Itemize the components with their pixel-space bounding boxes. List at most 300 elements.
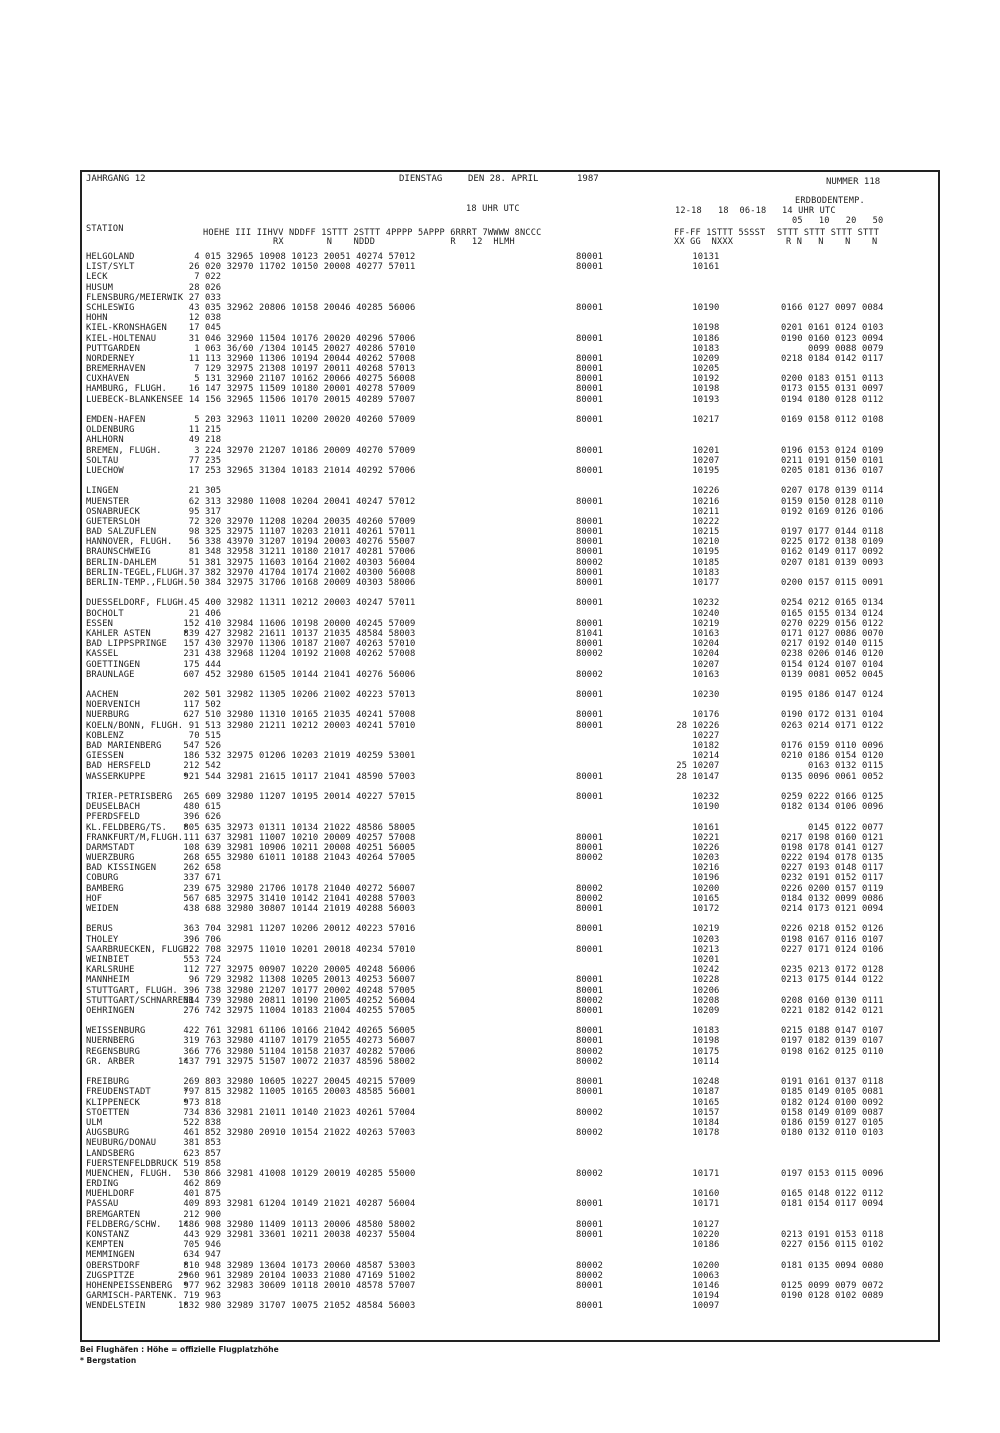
station-name: HOF xyxy=(86,893,103,904)
observation-row: 51 381 32975 11603 10164 21002 40303 56004 xyxy=(178,557,416,568)
weekday-label: DIENSTAG xyxy=(399,174,443,184)
cloud-code xyxy=(576,435,616,445)
station-name: GIESSEN xyxy=(86,751,124,762)
block-gap xyxy=(781,782,911,792)
observation-row: 705 946 xyxy=(178,1240,222,1251)
observation-row: 31 046 32960 11504 10176 20020 40296 57006 xyxy=(178,333,416,344)
temperature-row: 10171 xyxy=(660,1168,720,1179)
cloud-code xyxy=(576,761,616,771)
soil-header-1: STTT STTT STTT STTT xyxy=(777,228,880,238)
temperature-row: 10222 xyxy=(660,516,720,527)
footnote-mountain: * Bergstation xyxy=(80,1356,137,1365)
temperature-row: 10165 xyxy=(660,1097,720,1108)
soil-temperature-row: 0205 0181 0136 0107 xyxy=(781,465,884,476)
station-name: BOCHOLT xyxy=(86,608,124,619)
observation-row: 96 729 32982 11308 10205 20013 40253 56007 xyxy=(178,975,416,986)
temperature-row: 25 10207 xyxy=(660,761,720,772)
observation-row: 2960 961 32989 20104 10033 21080 47169 51002 xyxy=(178,1270,416,1281)
station-name: HAMBURG, FLUGH. xyxy=(86,384,167,395)
temperature-row: 10161 xyxy=(660,262,720,273)
station-name: ZUGSPITZE * xyxy=(86,1270,189,1281)
cloud-code xyxy=(576,1138,616,1148)
cloud-code: 80001 xyxy=(576,547,603,558)
temperature-row: 10205 xyxy=(660,364,720,375)
observation-row: 396 626 xyxy=(178,812,222,823)
cloud-code: 80001 xyxy=(576,384,603,395)
block-gap xyxy=(781,405,911,415)
temperature-row: 10194 xyxy=(660,1291,720,1302)
observation-row: 422 761 32981 61106 10166 21042 40265 56005 xyxy=(178,1026,416,1037)
observation-row: 202 501 32982 11305 10206 21002 40223 57013 xyxy=(178,690,416,701)
station-name: KEMPTEN xyxy=(86,1240,124,1251)
block-gap xyxy=(178,914,508,924)
station-name: KLIPPENECK * xyxy=(86,1097,189,1108)
block-gap xyxy=(576,405,616,415)
observation-row: 5 131 32960 21107 10162 20066 40275 56008 xyxy=(178,374,416,385)
cloud-code: 80002 xyxy=(576,1128,603,1139)
station-name: FREIBURG xyxy=(86,1077,130,1088)
station-name: WEISSENBURG xyxy=(86,1026,146,1037)
cloud-code: 80001 xyxy=(576,353,603,364)
station-name: GARMISCH-PARTENK. xyxy=(86,1291,178,1302)
cloud-code: 80002 xyxy=(576,1270,603,1281)
observation-row: 522 838 xyxy=(178,1117,222,1128)
block-gap xyxy=(576,680,616,690)
block-gap xyxy=(781,680,911,690)
soil-temperature-row: 0259 0222 0166 0125 xyxy=(781,791,884,802)
temperature-row xyxy=(660,1250,750,1260)
cloud-code xyxy=(576,486,616,496)
soil-temperature-row: 0217 0198 0160 0121 xyxy=(781,832,884,843)
soil-temperature-row: 0198 0167 0116 0107 xyxy=(781,934,884,945)
cloud-code: 80001 xyxy=(576,842,603,853)
observation-row: 438 688 32980 30807 10144 21019 40288 56003 xyxy=(178,904,416,914)
cloud-code: 80001 xyxy=(576,333,603,344)
observation-row: 268 655 32980 61011 10188 21043 40264 57005 xyxy=(178,853,416,864)
cloud-code: 80001 xyxy=(576,985,603,996)
station-name: GOETTINGEN xyxy=(86,659,140,670)
observation-row: 112 727 32975 00907 10220 20005 40248 56006 xyxy=(178,965,416,976)
temperature-row xyxy=(660,425,750,435)
station-name: DUESSELDORF, FLUGH. xyxy=(86,598,189,609)
cloud-code: 80002 xyxy=(576,1046,603,1057)
observation-row: 81 348 32958 31211 10180 21017 40281 57006 xyxy=(178,547,416,558)
station-name: PUTTGARDEN xyxy=(86,343,140,354)
soil-temperature-row xyxy=(781,1149,911,1159)
station-name: SOLTAU xyxy=(86,455,119,466)
observation-row: 1 063 36/60 /1304 10145 20027 40286 57010 xyxy=(178,343,416,354)
temperature-row: 10226 xyxy=(660,486,720,497)
observation-row: 797 815 32982 11005 10165 20003 48585 56001 xyxy=(178,1087,416,1098)
soil-temperature-row: 0169 0158 0112 0108 xyxy=(781,415,884,425)
block-gap xyxy=(178,588,508,598)
observation-row: 72 320 32970 11208 10204 20035 40260 57009 xyxy=(178,516,416,527)
soil-temperature-row: 0254 0212 0165 0134 xyxy=(781,598,884,609)
station-name: KIEL-KRONSHAGEN xyxy=(86,323,167,334)
soil-temperature-row: 0226 0218 0152 0126 xyxy=(781,924,884,935)
temperature-row xyxy=(660,283,750,293)
soil-temperature-row: 0154 0124 0107 0104 xyxy=(781,659,884,670)
station-name: BREMGARTEN xyxy=(86,1209,140,1220)
cloud-code xyxy=(576,1179,616,1189)
observation-row: 117 502 xyxy=(178,700,222,711)
observation-row: 396 738 32980 21207 10177 20002 40248 57005 xyxy=(178,985,416,996)
station-name: FRANKFURT/M,FLUGH. xyxy=(86,832,184,843)
soil-temperature-row: 0163 0132 0115 xyxy=(781,761,884,772)
observation-row: 152 410 32984 11606 10198 20000 40245 57009 xyxy=(178,618,416,629)
soil-temperature-row: 0190 0128 0102 0089 xyxy=(781,1291,884,1302)
soil-temperature-row xyxy=(781,1210,911,1220)
station-name: KOBLENZ xyxy=(86,730,124,741)
cloud-code xyxy=(576,283,616,293)
observation-row: 973 818 xyxy=(178,1097,222,1108)
observation-row: 921 544 32981 21615 10117 21041 48590 57003 xyxy=(178,771,416,782)
soil-temperature-row: 0214 0173 0121 0094 xyxy=(781,904,884,914)
observation-row: 634 947 xyxy=(178,1250,222,1261)
station-name: GUETERSLOH xyxy=(86,516,140,527)
obs-header-2: RX N NDDD R 12 HLMH xyxy=(273,237,515,247)
temperature-row xyxy=(660,435,750,445)
station-name: BERLIN-TEMP.,FLUGH. xyxy=(86,578,189,588)
observation-row: 28 026 xyxy=(178,282,222,293)
year-label: 1987 xyxy=(577,174,599,184)
cloud-code: 80001 xyxy=(576,1219,603,1230)
cloud-code: 80001 xyxy=(576,944,603,955)
observation-row: 409 893 32981 61204 10149 21021 40287 56004 xyxy=(178,1199,416,1210)
soil-temperature-row xyxy=(781,1179,911,1189)
soil-temperature-row: 0180 0132 0110 0103 xyxy=(781,1128,884,1139)
cloud-code xyxy=(576,731,616,741)
cloud-code xyxy=(576,272,616,282)
observation-row: 401 875 xyxy=(178,1189,222,1200)
station-name: TRIER-PETRISBERG xyxy=(86,791,173,802)
station-name: NOERVENICH xyxy=(86,700,140,711)
soil-temperature-row: 0125 0099 0079 0072 xyxy=(781,1280,884,1291)
temperature-row: 10203 xyxy=(660,853,720,864)
soil-temperature-row: 0227 0171 0124 0106 xyxy=(781,944,884,955)
soil-time: 14 UHR UTC xyxy=(782,206,836,216)
cloud-code xyxy=(576,700,616,710)
block-gap xyxy=(781,1016,911,1026)
soil-depths: 05 10 20 50 xyxy=(792,216,884,226)
temperature-row: 10209 xyxy=(660,353,720,364)
cloud-code: 80002 xyxy=(576,1056,603,1067)
soil-temperature-row: 0270 0229 0156 0122 xyxy=(781,618,884,629)
soil-temperature-row xyxy=(781,272,911,282)
temperature-row: 10200 xyxy=(660,883,720,894)
cloud-code xyxy=(576,344,616,354)
temperature-row: 10201 xyxy=(660,445,720,456)
station-name: LANDSBERG xyxy=(86,1148,135,1159)
soil-temperature-row: 0218 0184 0142 0117 xyxy=(781,353,884,364)
temperature-row: 10185 xyxy=(660,557,720,568)
temperature-row: 28 10147 xyxy=(660,771,720,782)
cloud-code: 80001 xyxy=(576,924,603,935)
temperature-row: 10097 xyxy=(660,1301,720,1312)
cloud-code: 80001 xyxy=(576,567,603,578)
temperature-row: 10176 xyxy=(660,710,720,721)
observation-row: 381 853 xyxy=(178,1138,222,1149)
cloud-code: 80001 xyxy=(576,302,603,313)
temperature-row: 10184 xyxy=(660,1117,720,1128)
cloud-code: 80001 xyxy=(576,1230,603,1240)
soil-temperature-row xyxy=(781,1301,911,1311)
cloud-code: 80002 xyxy=(576,669,603,680)
temperature-row: 10214 xyxy=(660,751,720,762)
observation-row: 45 400 32982 11311 10212 20003 40247 57011 xyxy=(178,598,416,609)
cloud-code: 80001 xyxy=(576,415,603,425)
soil-temperature-row: 0197 0153 0115 0096 xyxy=(781,1168,884,1179)
observation-row: 212 542 xyxy=(178,761,222,772)
station-name: KL.FELDBERG/TS. * xyxy=(86,822,189,833)
soil-temperature-row: 0176 0159 0110 0096 xyxy=(781,741,884,751)
station-name: MANNHEIM xyxy=(86,975,130,986)
station-name: MEMMINGEN xyxy=(86,1250,135,1261)
soil-temperature-row: 0213 0175 0144 0122 xyxy=(781,975,884,986)
temperature-row xyxy=(660,700,750,710)
temperature-row: 10195 xyxy=(660,547,720,558)
soil-temperature-row: 0215 0188 0147 0107 xyxy=(781,1026,884,1037)
observation-row: 443 929 32981 33601 10211 20038 40237 55004 xyxy=(178,1230,416,1240)
station-name: STUTTGART, FLUGH. xyxy=(86,985,178,996)
cloud-code: 80001 xyxy=(576,832,603,843)
station-name: BERUS xyxy=(86,924,113,935)
temperature-row: 10183 xyxy=(660,343,720,354)
soil-temperature-row: 0210 0186 0154 0120 xyxy=(781,751,884,762)
station-name: EMDEN-HAFEN xyxy=(86,415,146,425)
block-gap xyxy=(576,476,616,486)
cloud-code: 80001 xyxy=(576,1199,603,1210)
cloud-code: 80001 xyxy=(576,1036,603,1047)
temperature-row: 10165 xyxy=(660,893,720,904)
cloud-code: 80002 xyxy=(576,853,603,864)
cloud-code: 80002 xyxy=(576,893,603,904)
station-name: FREUDENSTADT * xyxy=(86,1087,189,1098)
observation-row: 16 147 32975 11509 10180 20001 40278 57009 xyxy=(178,384,416,395)
observation-row: 157 430 32970 11306 10187 21007 40263 57010 xyxy=(178,639,416,650)
observation-row: 1437 791 32975 51507 10072 21037 48596 58002 xyxy=(178,1056,416,1067)
obs-header-1: HOEHE III IIHVV NDDFF 1STTT 2STTT 4PPPP 5APPP 6RRRT 7WWWW 8NCCC xyxy=(203,228,542,238)
station-name: BAD LIPPSPRINGE xyxy=(86,639,167,650)
soil-temperature-row: 0190 0160 0123 0094 xyxy=(781,333,884,344)
temperature-row: 10172 xyxy=(660,904,720,914)
station-name: KAHLER ASTEN * xyxy=(86,628,189,639)
soil-temperature-row: 0181 0135 0094 0080 xyxy=(781,1260,884,1271)
soil-temperature-row: 0197 0182 0139 0107 xyxy=(781,1036,884,1047)
soil-temperature-row: 0182 0134 0106 0096 xyxy=(781,802,884,813)
block-gap xyxy=(178,405,508,415)
station-name: WUERZBURG xyxy=(86,853,135,864)
obs-time-heading: 18 UHR UTC xyxy=(466,204,520,214)
soil-temperature-row xyxy=(781,986,911,996)
cloud-code: 80001 xyxy=(576,1087,603,1098)
observation-row: 810 948 32989 13604 10173 20060 48587 53003 xyxy=(178,1260,416,1271)
temperature-row: 10063 xyxy=(660,1270,720,1281)
temperature-row: 10220 xyxy=(660,1230,720,1240)
soil-temperature-row: 0145 0122 0077 xyxy=(781,822,884,833)
cloud-code xyxy=(576,609,616,619)
temperature-row: 10203 xyxy=(660,934,720,945)
soil-temperature-row: 0099 0088 0079 xyxy=(781,343,884,354)
station-name: KIEL-HOLTENAU xyxy=(86,333,157,344)
soil-temperature-row: 0232 0191 0152 0117 xyxy=(781,873,884,884)
station-name: GR. ARBER * xyxy=(86,1056,189,1067)
station-name: NEUBURG/DONAU xyxy=(86,1138,157,1149)
observation-row: 95 317 xyxy=(178,506,222,517)
block-gap xyxy=(576,1067,616,1077)
soil-temperature-row xyxy=(781,425,911,435)
soil-temperature-row: 0227 0156 0115 0102 xyxy=(781,1240,884,1251)
soil-temperature-row: 0182 0124 0100 0092 xyxy=(781,1097,884,1108)
observation-row: 567 685 32975 31410 10142 21041 40288 57003 xyxy=(178,893,416,904)
observation-row: 43 035 32962 20806 10158 20046 40285 56006 xyxy=(178,302,416,313)
observation-row: 111 637 32981 11007 10210 20009 40257 57008 xyxy=(178,832,416,843)
temperature-row: 10207 xyxy=(660,455,720,466)
temperature-row xyxy=(660,272,750,282)
soil-temperature-row xyxy=(781,812,911,822)
station-name: OSNABRUECK xyxy=(86,506,140,517)
station-name: OEHRINGEN xyxy=(86,1005,135,1016)
station-name: OLDENBURG xyxy=(86,425,135,436)
observation-row: 480 615 xyxy=(178,802,222,813)
station-name: THOLEY xyxy=(86,934,119,945)
cloud-code: 80002 xyxy=(576,649,603,660)
observation-row: 262 658 xyxy=(178,863,222,874)
soil-temperature-row xyxy=(781,1220,911,1230)
temperature-row: 10216 xyxy=(660,863,720,874)
temperature-row: 10206 xyxy=(660,985,720,996)
temperature-row: 10171 xyxy=(660,1199,720,1210)
soil-temperature-row xyxy=(781,313,911,323)
temperature-row: 10200 xyxy=(660,1260,720,1271)
soil-temperature-row: 0221 0182 0142 0121 xyxy=(781,1005,884,1016)
station-name: BAD MARIENBERG xyxy=(86,741,162,751)
soil-temperature-row xyxy=(781,1057,911,1067)
soil-temperature-row: 0200 0157 0115 0091 xyxy=(781,578,884,588)
observation-row: 547 526 xyxy=(178,741,222,751)
observation-row: 70 515 xyxy=(178,730,222,741)
temperature-row: 10198 xyxy=(660,323,720,334)
temperature-row: 10146 xyxy=(660,1280,720,1291)
observation-row: 108 639 32981 10906 10211 20008 40251 56005 xyxy=(178,842,416,853)
observation-row: 14 156 32965 11506 10170 20015 40289 57007 xyxy=(178,394,416,405)
soil-temperature-row: 0158 0149 0109 0087 xyxy=(781,1107,884,1118)
soil-temperature-row xyxy=(781,1159,911,1169)
temperature-row: 10201 xyxy=(660,954,720,965)
cloud-code xyxy=(576,935,616,945)
date-label: DEN 28. APRIL xyxy=(468,174,539,184)
station-name: HOHENPEISSENBERG * xyxy=(86,1280,189,1291)
station-name: NUERNBERG xyxy=(86,1036,135,1047)
temperature-row: 10196 xyxy=(660,873,720,884)
observation-row: 530 866 32981 41008 10129 20019 40285 55000 xyxy=(178,1168,416,1179)
observation-row: 627 510 32980 11310 10165 21035 40241 57008 xyxy=(178,710,416,721)
soil-temperature-row: 0171 0127 0086 0070 xyxy=(781,628,884,639)
cloud-code xyxy=(576,1240,616,1250)
soil-temperature-row: 0135 0096 0061 0052 xyxy=(781,771,884,782)
observation-row: 314 739 32980 20811 10190 21005 40252 56004 xyxy=(178,995,416,1006)
station-name: BREMEN, FLUGH. xyxy=(86,445,162,456)
cloud-code: 80001 xyxy=(576,537,603,548)
observation-row: 175 444 xyxy=(178,659,222,670)
cloud-code: 80001 xyxy=(576,618,603,629)
block-gap xyxy=(660,782,750,792)
temperature-row: 10232 xyxy=(660,791,720,802)
cloud-code: 80001 xyxy=(576,465,603,476)
temperature-row: 10198 xyxy=(660,1036,720,1047)
cloud-code: 80001 xyxy=(576,690,603,701)
station-name: STUTTGART/SCHNARRENB xyxy=(86,995,194,1006)
cloud-code xyxy=(576,863,616,873)
cloud-code xyxy=(576,1210,616,1220)
observation-row: 269 803 32980 10605 10227 20045 40215 57009 xyxy=(178,1077,416,1088)
observation-row: 805 635 32973 01311 10134 21022 48586 58005 xyxy=(178,822,416,833)
soil-temperature-row: 0192 0169 0126 0106 xyxy=(781,506,884,517)
soil-temperature-row: 0185 0149 0105 0081 xyxy=(781,1087,884,1098)
cloud-code: 80001 xyxy=(576,364,603,375)
cloud-code xyxy=(576,1291,616,1301)
soil-temperature-row: 0139 0081 0052 0045 xyxy=(781,669,884,680)
temperature-row: 10177 xyxy=(660,578,720,588)
soil-temperature-row: 0222 0194 0178 0135 xyxy=(781,853,884,864)
temperature-row: 10204 xyxy=(660,639,720,650)
cloud-code: 80001 xyxy=(576,904,603,914)
temperature-row: 10192 xyxy=(660,374,720,385)
observation-row: 7 022 xyxy=(178,272,222,283)
temperature-row: 10186 xyxy=(660,1240,720,1251)
observation-row: 607 452 32980 61505 10144 21041 40276 56006 xyxy=(178,669,416,680)
soil-temperature-row: 0238 0206 0146 0120 xyxy=(781,649,884,660)
temperature-row: 10207 xyxy=(660,659,720,670)
observation-row: 231 438 32968 11204 10192 21008 40262 57008 xyxy=(178,649,416,660)
soil-temperature-row: 0166 0127 0097 0084 xyxy=(781,302,884,313)
cloud-code xyxy=(576,456,616,466)
observation-row: 62 313 32980 11008 10204 20041 40247 57012 xyxy=(178,496,416,507)
cloud-code: 80001 xyxy=(576,1005,603,1016)
station-name: SCHLESWIG xyxy=(86,302,135,313)
station-name: AHLHORN xyxy=(86,435,124,446)
cloud-code: 80001 xyxy=(576,252,603,262)
soil-temperature-row: 0165 0148 0122 0112 xyxy=(781,1189,884,1200)
temperature-row xyxy=(660,812,750,822)
cloud-code: 80002 xyxy=(576,1107,603,1118)
observation-row: 319 763 32980 41107 10179 21055 40273 56007 xyxy=(178,1036,416,1047)
block-gap xyxy=(781,476,911,486)
issue-number: NUMMER 118 xyxy=(826,177,881,187)
observation-row: 212 900 xyxy=(178,1209,222,1220)
temperature-row: 10187 xyxy=(660,1087,720,1098)
soil-temperature-row xyxy=(781,283,911,293)
station-name: MUENSTER xyxy=(86,496,130,507)
temperature-row: 10190 xyxy=(660,802,720,813)
temperature-row: 10213 xyxy=(660,944,720,955)
observation-row: 11 215 xyxy=(178,425,222,436)
cloud-code xyxy=(576,751,616,761)
temperature-row: 10230 xyxy=(660,690,720,701)
station-name: REGENSBURG xyxy=(86,1046,140,1057)
temperature-row: 10210 xyxy=(660,537,720,548)
soil-temperature-row: 0235 0213 0172 0128 xyxy=(781,965,884,976)
cloud-code: 80002 xyxy=(576,883,603,894)
soil-temperature-row: 0213 0191 0153 0118 xyxy=(781,1230,884,1240)
station-name: ERDING xyxy=(86,1179,119,1190)
observation-row: 1832 980 32989 31707 10075 21052 48584 56003 xyxy=(178,1301,416,1312)
observation-row: 5 203 32963 11011 10200 20020 40260 57009 xyxy=(178,415,416,425)
observation-row: 77 235 xyxy=(178,455,222,466)
temperature-row xyxy=(660,1149,750,1159)
cloud-code: 80001 xyxy=(576,527,603,538)
observation-row: 977 962 32983 30609 10118 20010 48578 57007 xyxy=(178,1280,416,1291)
